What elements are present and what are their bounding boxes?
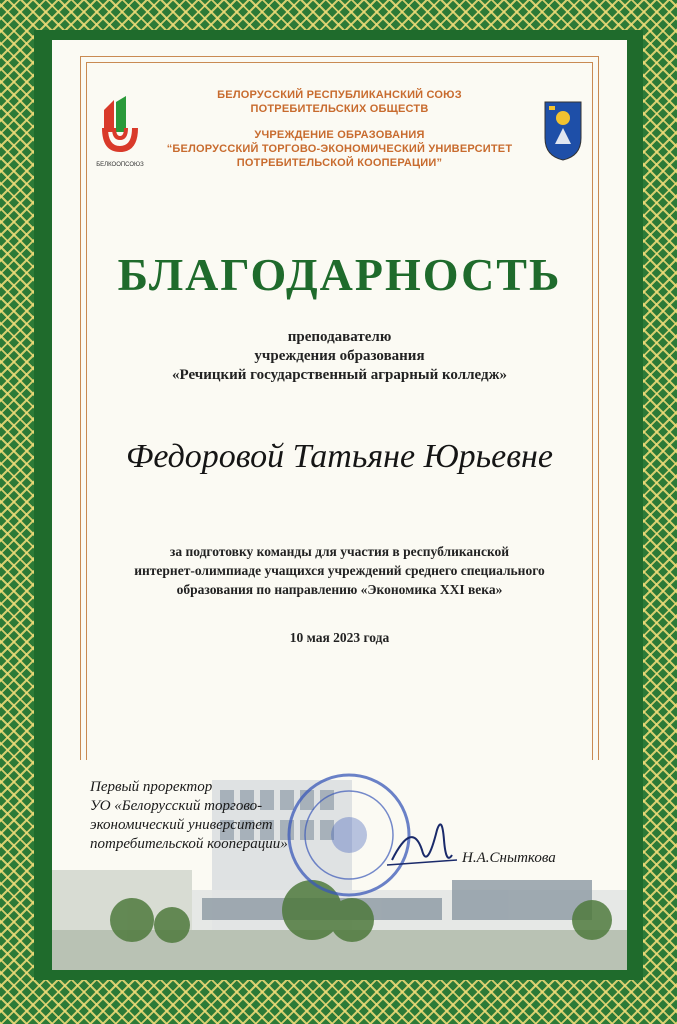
signer-line: экономический университет	[90, 817, 273, 833]
reason-block	[52, 542, 627, 599]
recipient-line: «Речицкий государственный аграрный колледж»	[172, 367, 507, 383]
logo-caption: БЕЛКООПСОЮЗ	[96, 162, 144, 168]
signer-line: УО «Белорусский торгово-	[90, 798, 263, 814]
recipient-line: преподавателю	[287, 329, 392, 345]
header-line: ПОТРЕБИТЕЛЬСКИХ ОБЩЕСТВ	[250, 103, 429, 115]
certificate-title: БЛАГОДАРНОСТЬ	[117, 249, 562, 300]
handwritten-signature	[382, 810, 462, 880]
recipient-line: учреждения образования	[254, 348, 425, 364]
certificate-paper	[52, 40, 627, 970]
reason-line: за подготовку команды для участия в республиканской	[169, 544, 510, 559]
header-line: БЕЛОРУССКИЙ РЕСПУБЛИКАНСКИЙ СОЮЗ	[217, 89, 462, 101]
reason-line: образования по направлению «Экономика XXI века»	[176, 582, 503, 597]
signer-title	[90, 778, 288, 854]
issuer-header	[52, 88, 627, 170]
issue-date: 10 мая 2023 года	[289, 630, 390, 645]
header-line: “БЕЛОРУССКИЙ ТОРГОВО-ЭКОНОМИЧЕСКИЙ УНИВЕРСИТЕТ	[166, 143, 513, 155]
header-line: ПОТРЕБИТЕЛЬСКОЙ КООПЕРАЦИИ”	[236, 157, 443, 169]
header-line: УЧРЕЖДЕНИЕ ОБРАЗОВАНИЯ	[254, 129, 425, 141]
signer-line: потребительской кооперации»	[90, 836, 288, 852]
reason-line: интернет-олимпиаде учащихся учреждений среднего специального	[134, 563, 545, 578]
recipient-block	[52, 328, 627, 385]
signer-line: Первый проректор	[90, 779, 213, 795]
signer-name: Н.А.Сныткова	[462, 850, 556, 866]
recipient-name: Федоровой Татьяне Юрьевне	[126, 438, 553, 475]
